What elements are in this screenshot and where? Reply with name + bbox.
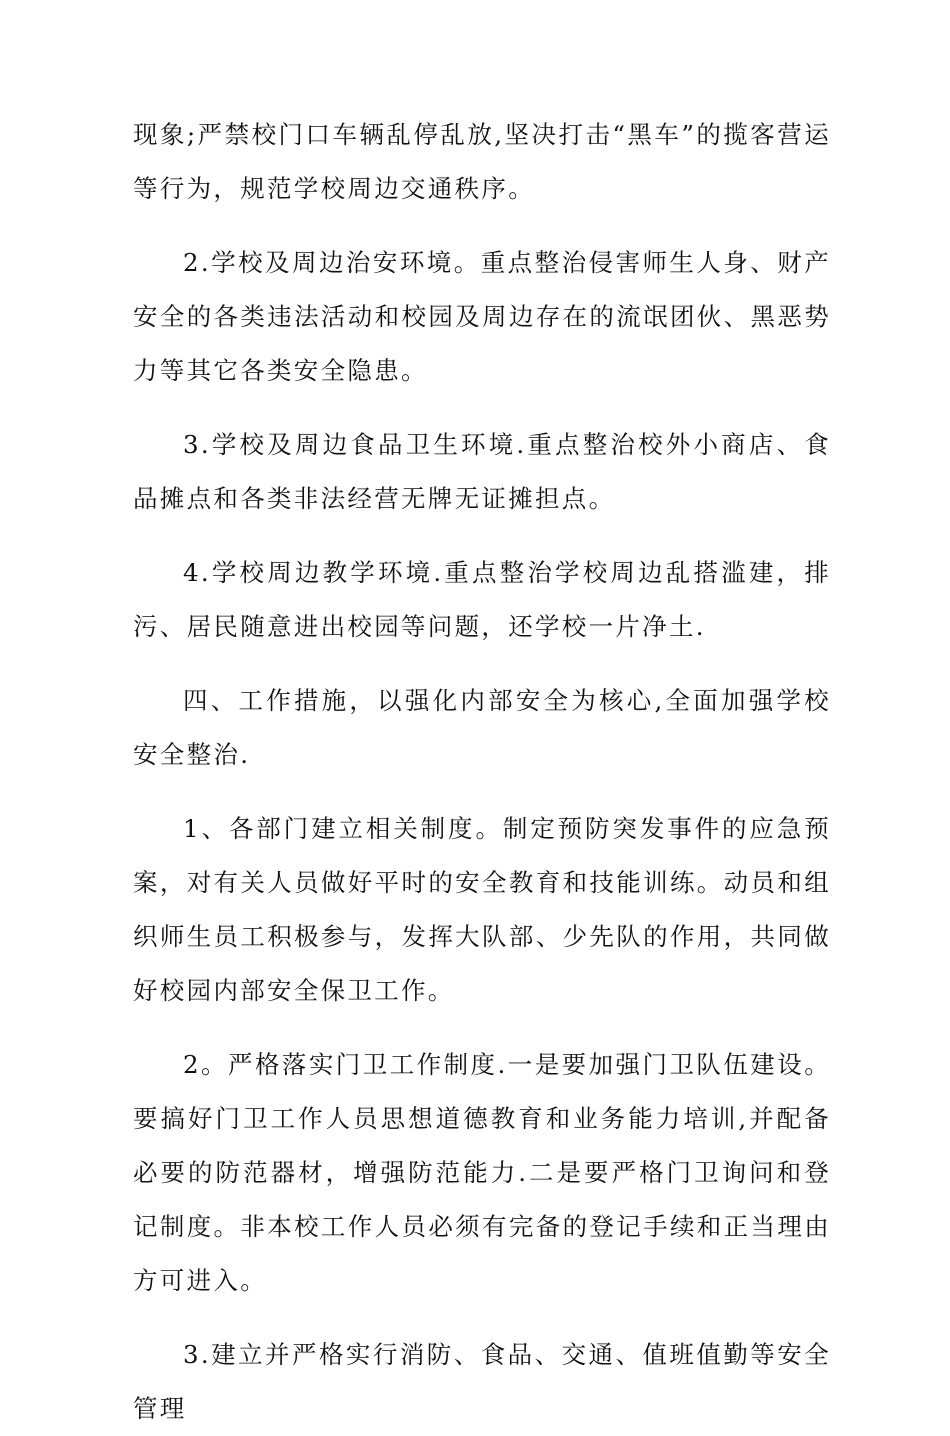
- paragraph-7: 2。严格落实门卫工作制度.一是要加强门卫队伍建设。要搞好门卫工作人员思想道德教育和业务能力培训,并配备必要的防范器材，增强防范能力.二是要严格门卫询问和登记制度。非本校工作人员必须有完备的登记手续和正当理由方可进入。: [133, 1050, 831, 1295]
- paragraph-6: 1、各部门建立相关制度。制定预防突发事件的应急预案，对有关人员做好平时的安全教育和技能训练。动员和组织师生员工积极参与，发挥大队部、少先队的作用，共同做好校园内部安全保卫工作。: [133, 814, 831, 1005]
- paragraph-1: 现象;严禁校门口车辆乱停乱放,坚决打击“黑车”的揽客营运等行为，规范学校周边交通秩序。: [133, 120, 831, 203]
- paragraph-3: 3.学校及周边食品卫生环境.重点整治校外小商店、食品摊点和各类非法经营无牌无证摊担点。: [133, 430, 831, 513]
- section-heading-4: 四、工作措施，以强化内部安全为核心,全面加强学校安全整治.: [133, 686, 831, 769]
- paragraph-4: 4.学校周边教学环境.重点整治学校周边乱搭滥建，排污、居民随意进出校园等问题，还学校一片净土.: [133, 558, 831, 641]
- paragraph-2: 2.学校及周边治安环境。重点整治侵害师生人身、财产安全的各类违法活动和校园及周边存在的流氓团伙、黑恶势力等其它各类安全隐患。: [133, 248, 831, 385]
- paragraph-8: 3.建立并严格实行消防、食品、交通、值班值勤等安全管理: [133, 1340, 831, 1423]
- document-body: [133, 108, 831, 1436]
